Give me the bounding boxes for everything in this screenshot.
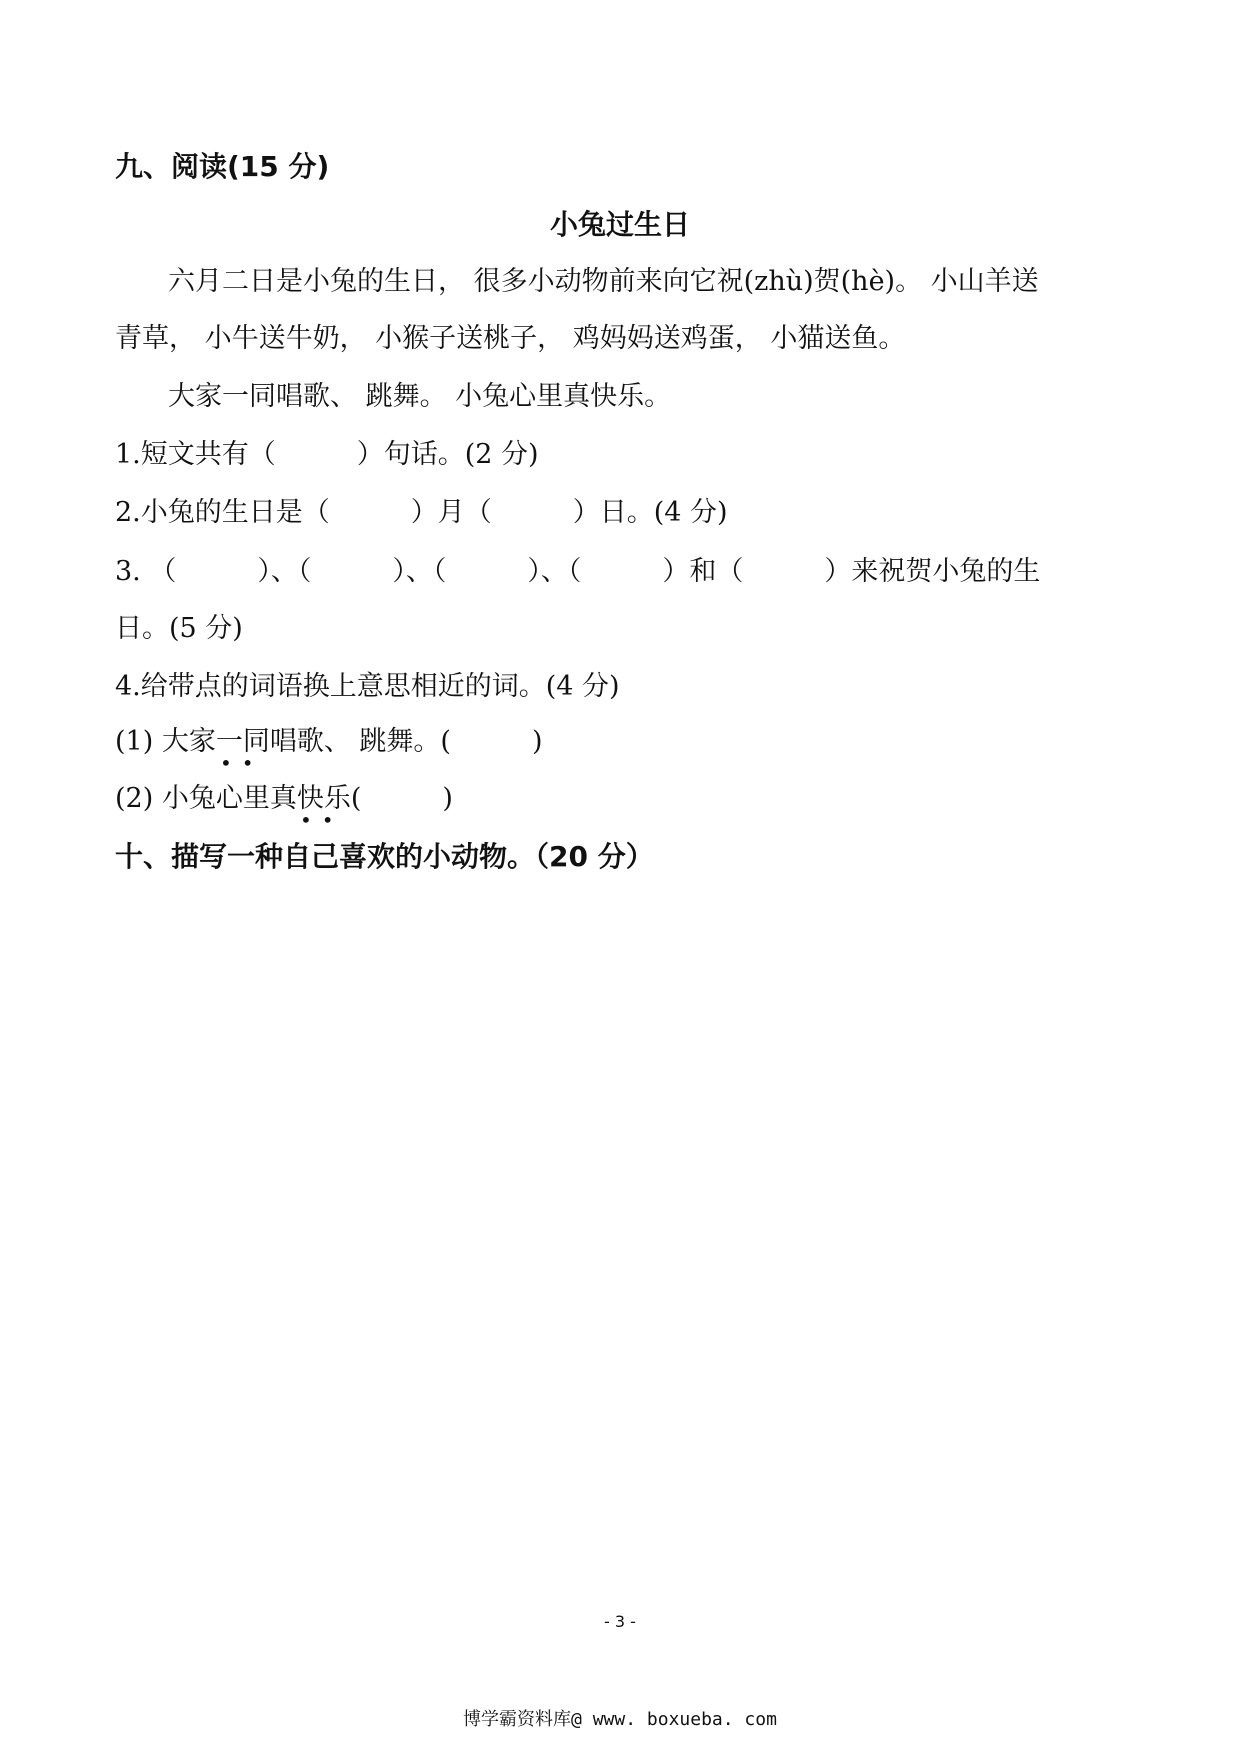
question-3-continued: 日。(5 分) xyxy=(115,613,243,644)
question-4-part-2: (2) 小兔心里真快乐( ) xyxy=(115,783,453,814)
page-number: - 3 - xyxy=(604,1612,636,1631)
footer-watermark: 博学霸资料库@ www. boxueba. com xyxy=(463,1709,777,1730)
section-10-title: 十、描写一种自己喜欢的小动物。（20 分） xyxy=(115,840,654,873)
emphasis-dots-yitong: •• xyxy=(220,751,264,775)
story-title: 小兔过生日 xyxy=(549,208,690,241)
story-paragraph-2: 大家一同唱歌、 跳舞。 小兔心里真快乐。 xyxy=(168,381,672,412)
section-9-title: 九、阅读(15 分) xyxy=(115,150,330,183)
question-4-part-1: (1) 大家一同唱歌、 跳舞。( ) xyxy=(115,726,543,757)
question-2: 2.小兔的生日是（ ）月（ ）日。(4 分) xyxy=(115,497,728,528)
question-4: 4.给带点的词语换上意思相近的词。(4 分) xyxy=(115,671,620,702)
story-paragraph-line-2: 青草， 小牛送牛奶， 小猴子送桃子， 鸡妈妈送鸡蛋， 小猫送鱼。 xyxy=(115,323,906,354)
emphasis-dots-kuaile: •• xyxy=(300,808,344,832)
question-3: 3. （ ）、（ ）、（ ）、（ ）和（ ）来祝贺小兔的生 xyxy=(115,556,1041,587)
story-paragraph-line-1: 六月二日是小兔的生日， 很多小动物前来向它祝(zhù)贺(hè)。 小山羊送 xyxy=(168,266,1039,297)
question-1: 1.短文共有（ ）句话。(2 分) xyxy=(115,439,539,470)
